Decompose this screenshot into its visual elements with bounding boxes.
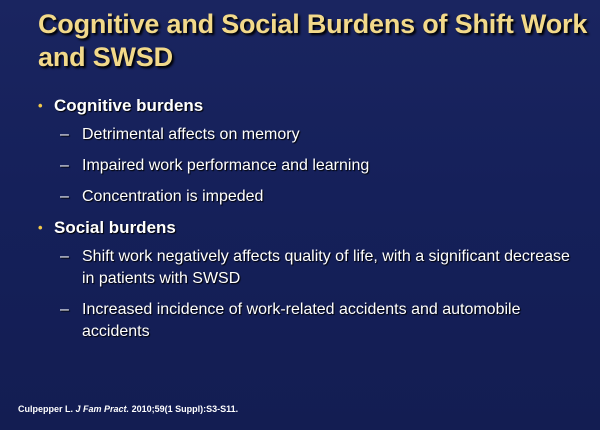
sub-list <box>38 246 578 343</box>
section-heading: Cognitive burdens <box>54 96 204 115</box>
sub-item <box>60 299 578 343</box>
sub-item-text: Impaired work performance and learning <box>82 157 370 174</box>
dash-icon: – <box>60 157 69 174</box>
sub-item-text: Increased incidence of work-related accidents and automobile accidents <box>82 301 521 340</box>
sub-item <box>60 246 578 290</box>
bullet-icon: • <box>38 220 43 235</box>
sub-item <box>60 124 578 146</box>
section-cognitive-burdens <box>38 95 578 208</box>
slide-content <box>38 95 578 352</box>
dash-icon: – <box>60 188 69 205</box>
citation-details: 2010;59(1 Suppl):S3-S11. <box>131 404 239 414</box>
sub-item-text: Shift work negatively affects quality of life, with a significant decrease in patients with SWSD <box>82 248 570 287</box>
bullet-cognitive-burdens <box>38 95 578 124</box>
sub-item <box>60 186 578 208</box>
dash-icon: – <box>60 301 69 318</box>
sub-item-text: Detrimental affects on memory <box>82 126 300 143</box>
section-social-burdens <box>38 217 578 343</box>
dash-icon: – <box>60 248 69 265</box>
citation-author: Culpepper L. <box>18 404 74 414</box>
section-heading: Social burdens <box>54 218 176 237</box>
bullet-social-burdens <box>38 217 578 246</box>
bullet-icon: • <box>38 98 43 113</box>
citation-journal: J Fam Pract. <box>75 404 130 414</box>
sub-list <box>38 124 578 208</box>
slide-title: Cognitive and Social Burdens of Shift Work and SWSD <box>38 9 588 72</box>
dash-icon: – <box>60 126 69 143</box>
sub-item-text: Concentration is impeded <box>82 188 264 205</box>
sub-item <box>60 155 578 177</box>
citation <box>18 404 238 414</box>
